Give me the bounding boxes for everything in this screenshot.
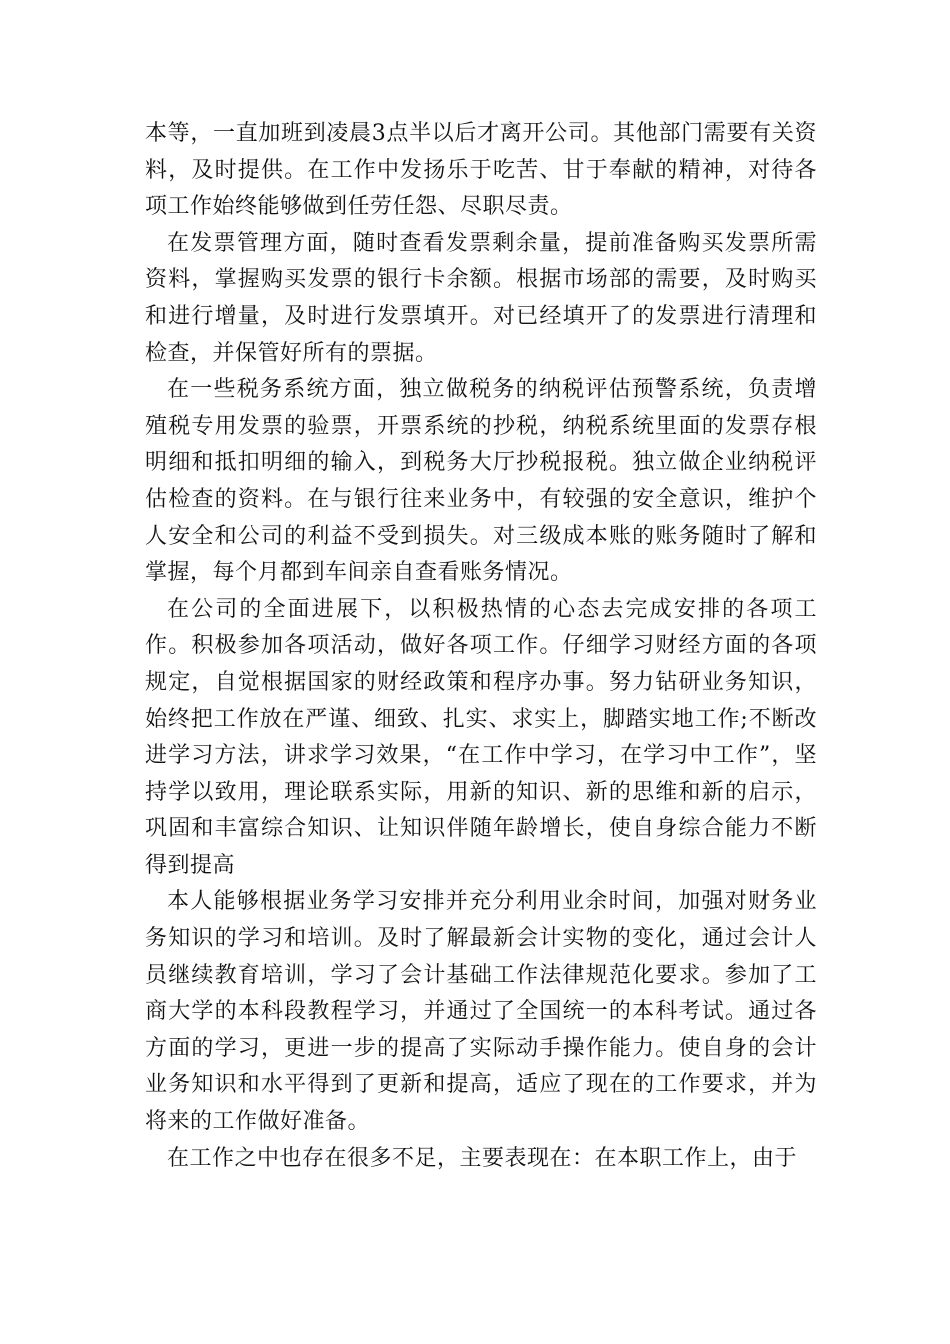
document-body (145, 116, 817, 1177)
paragraph: 在发票管理方面，随时查看发票剩余量，提前准备购买发票所需资料，掌握购买发票的银行卡余额。根据市场部的需要，及时购买和进行增量，及时进行发票填开。对已经填开了的发票进行清理和检查，并保管好所有的票据。 (145, 230, 817, 366)
paragraph: 本人能够根据业务学习安排并充分利用业余时间，加强对财务业务知识的学习和培训。及时了解最新会计实物的变化，通过会计人员继续教育培训，学习了会计基础工作法律规范化要求。参加了工商大学的本科段教程学习，并通过了全国统一的本科考试。通过各方面的学习，更进一步的提高了实际动手操作能力。使自身的会计业务知识和水平得到了更新和提高，适应了现在的工作要求，并为将来的工作做好准备。 (145, 889, 817, 1135)
paragraph: 本等，一直加班到凌晨3点半以后才离开公司。其他部门需要有关资料，及时提供。在工作中发扬乐于吃苦、甘于奉献的精神，对待各项工作始终能够做到任劳任怨、尽职尽责。 (145, 121, 817, 220)
paragraph: 在公司的全面进展下，以积极热情的心态去完成安排的各项工作。积极参加各项活动，做好各项工作。仔细学习财经方面的各项规定，自觉根据国家的财经政策和程序办事。努力钻研业务知识，始终把工作放在严谨、细致、扎实、求实上，脚踏实地工作;不断改进学习方法，讲求学习效果，“在工作中学习，在学习中工作”，坚持学以致用，理论联系实际，用新的知识、新的思维和新的启示，巩固和丰富综合知识、让知识伴随年龄增长，使自身综合能力不断得到提高 (145, 596, 817, 878)
paragraph: 在一些税务系统方面，独立做税务的纳税评估预警系统，负责增殖税专用发票的验票，开票系统的抄税，纳税系统里面的发票存根明细和抵扣明细的输入，到税务大厅抄税报税。独立做企业纳税评估检查的资料。在与银行往来业务中，有较强的安全意识，维护个人安全和公司的利益不受到损失。对三级成本账的账务随时了解和掌握，每个月都到车间亲自查看账务情况。 (145, 377, 817, 586)
paragraph: 在工作之中也存在很多不足，主要表现在：在本职工作上，由于 (167, 1145, 798, 1171)
